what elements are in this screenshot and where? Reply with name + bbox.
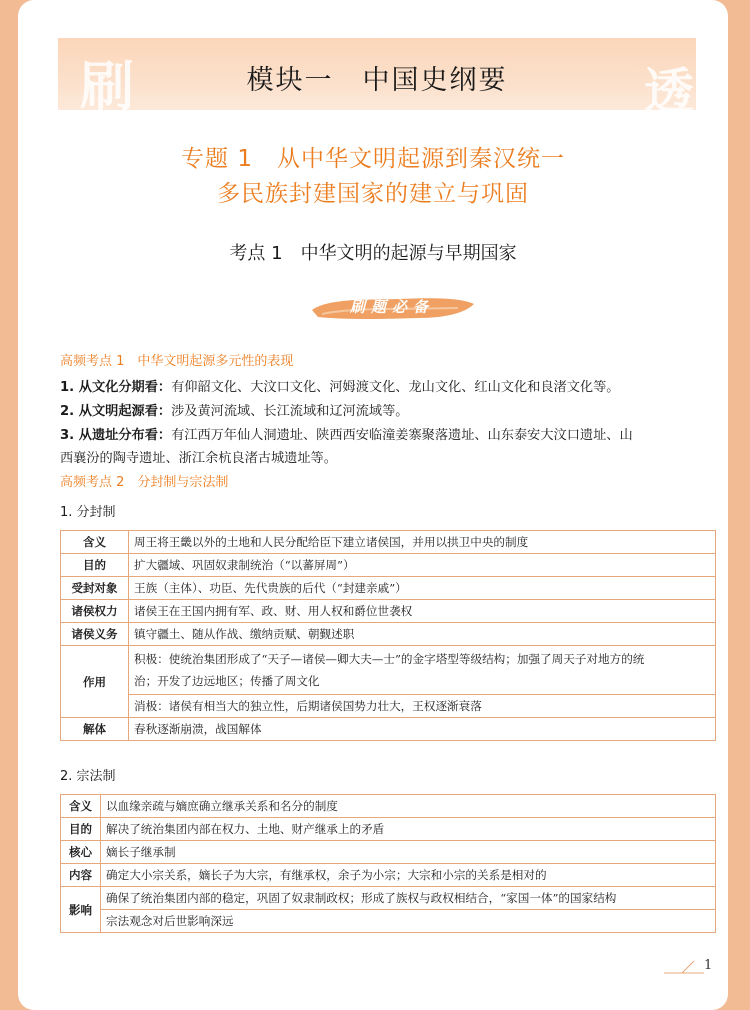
row-value <box>129 646 716 695</box>
row-value-line: 治；开发了边远地区；传播了周文化 <box>134 674 320 688</box>
page-number: 1 <box>704 958 713 973</box>
row-label: 影响 <box>61 887 101 933</box>
table-row <box>61 646 716 695</box>
row-label: 诸侯义务 <box>61 623 129 646</box>
module-title: 模块一 中国史纲要 <box>246 65 508 96</box>
row-value: 嫡长子继承制 <box>101 841 716 864</box>
row-value: 解决了统治集团内部在权力、土地、财产继承上的矛盾 <box>101 818 716 841</box>
brush-character-left: 刷 <box>80 54 134 118</box>
feudal-system-table <box>60 530 716 741</box>
point-title: 考点 1 中华文明的起源与早期国家 <box>229 243 517 264</box>
row-value: 诸侯王在王国内拥有军、政、财、用人权和爵位世袭权 <box>129 600 716 623</box>
table-row <box>61 577 716 600</box>
item-head: 3. 从遗址分布看： <box>60 428 172 443</box>
row-label: 受封对象 <box>61 577 129 600</box>
brush-label: 刷题必备 <box>349 298 434 316</box>
section1-title: 高频考点 1 中华文明起源多元性的表现 <box>60 354 294 369</box>
item-head: 2. 从文明起源看： <box>60 404 172 419</box>
table-row <box>61 864 716 887</box>
table-row <box>61 795 716 818</box>
list-item <box>60 400 408 419</box>
table-row <box>61 695 716 718</box>
module-banner <box>58 38 696 121</box>
subsection-title: 1. 分封制 <box>60 505 116 520</box>
item-text: 有江西万年仙人洞遗址、陕西西安临潼姜寨聚落遗址、山东泰安大汶口遗址、山 <box>171 428 633 443</box>
subsection-title: 2. 宗法制 <box>60 769 116 784</box>
page-corner-mark <box>664 958 704 974</box>
row-value: 扩大疆域、巩固奴隶制统治（“以蕃屏周”） <box>129 554 716 577</box>
list-item <box>60 376 619 395</box>
table-row <box>61 910 716 933</box>
row-value: 确保了统治集团内部的稳定，巩固了奴隶制政权；形成了族权与政权相结合，“家国一体”的国家结构 <box>101 887 716 910</box>
row-label: 内容 <box>61 864 101 887</box>
row-label: 含义 <box>61 795 101 818</box>
item-head: 1. 从文化分期看： <box>60 380 172 395</box>
row-value: 宗法观念对后世影响深远 <box>101 910 716 933</box>
clan-system-table <box>60 794 716 933</box>
row-label: 作用 <box>61 646 129 718</box>
row-value: 王族（主体）、功臣、先代贵族的后代（“封建亲戚”） <box>129 577 716 600</box>
item-text: 涉及黄河流域、长江流域和辽河流域等。 <box>171 404 409 419</box>
item-text: 有仰韶文化、大汶口文化、河姆渡文化、龙山文化、红山文化和良渚文化等。 <box>171 380 620 395</box>
row-label: 解体 <box>61 718 129 741</box>
row-value: 消极：诸侯有相当大的独立性，后期诸侯国势力壮大，王权逐渐衰落 <box>129 695 716 718</box>
topic-title-line2: 多民族封建国家的建立与巩固 <box>217 181 529 207</box>
brush-character-right: 透 <box>644 62 694 121</box>
page-sheet <box>18 0 728 1010</box>
row-value: 确定大小宗关系，嫡长子为大宗，有继承权，余子为小宗；大宗和小宗的关系是相对的 <box>101 864 716 887</box>
row-value: 周王将王畿以外的土地和人民分配给臣下建立诸侯国，并用以拱卫中央的制度 <box>129 531 716 554</box>
table-row <box>61 841 716 864</box>
table-row <box>61 818 716 841</box>
list-item-continuation: 西襄汾的陶寺遗址、浙江余杭良渚古城遗址等。 <box>60 451 337 466</box>
row-value: 镇守疆土、随从作战、缴纳贡赋、朝觐述职 <box>129 623 716 646</box>
row-value: 以血缘亲疏与嫡庶确立继承关系和名分的制度 <box>101 795 716 818</box>
table-row <box>61 554 716 577</box>
table-row <box>61 623 716 646</box>
table-row <box>61 531 716 554</box>
row-label: 含义 <box>61 531 129 554</box>
row-label: 核心 <box>61 841 101 864</box>
table-row <box>61 600 716 623</box>
row-value: 春秋逐渐崩溃，战国解体 <box>129 718 716 741</box>
table-row <box>61 887 716 910</box>
row-label: 诸侯权力 <box>61 600 129 623</box>
row-label: 目的 <box>61 818 101 841</box>
topic-title-line1: 专题 1 从中华文明起源到秦汉统一 <box>181 146 565 172</box>
row-label: 目的 <box>61 554 129 577</box>
list-item <box>60 424 633 443</box>
table-row <box>61 718 716 741</box>
section2-title: 高频考点 2 分封制与宗法制 <box>60 475 229 490</box>
row-value-line: 积极：使统治集团形成了“天子—诸侯—卿大夫—士”的金字塔型等级结构；加强了周天子对地方的统 <box>134 652 645 666</box>
